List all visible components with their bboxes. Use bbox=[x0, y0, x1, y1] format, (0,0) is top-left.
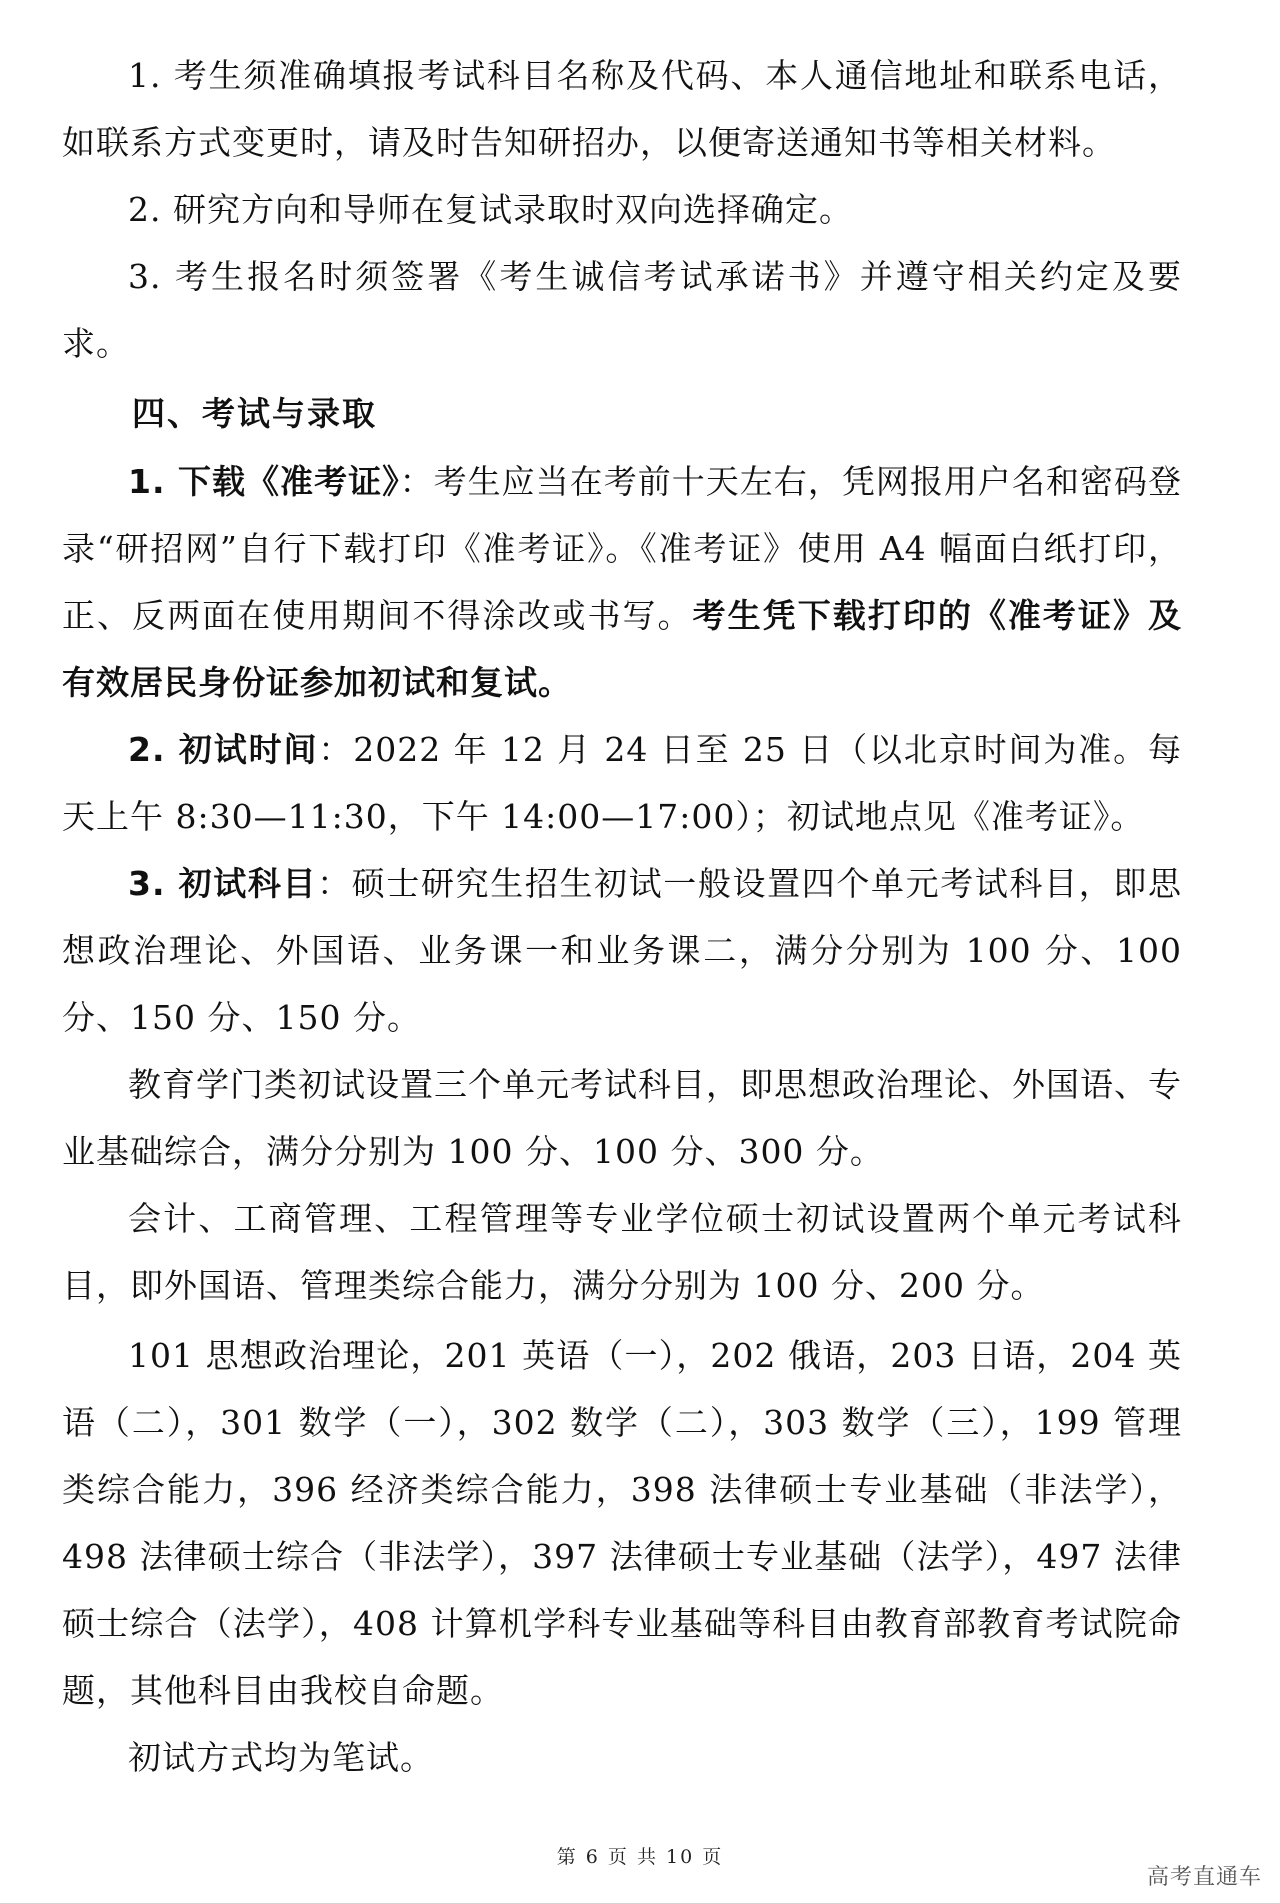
paragraph-exam-time bbox=[62, 716, 1182, 850]
item-bold-tail-admission-ticket: 考生凭下载打印的《准考证》及有效居民身份证参加初试和复试。 bbox=[62, 596, 1183, 702]
paragraph-integrity-pledge: 3. 考生报名时须签署《考生诚信考试承诺书》并遵守相关约定及要求。 bbox=[62, 257, 1182, 363]
paragraph-subject-codes: 101 思想政治理论，201 英语（一），202 俄语，203 日语，204 英语（二），301 数学（一），302 数学（二），303 数学（三），199 管理类综合能力，396 经济类综合能力，398 法律硕士专业基础（非法学），498 法律硕士综合（非法学），397 法律硕士专业基础（法学），497 法律硕士综合（法学），408 计算机学科专业基础等科目由教育部教育考试院命题，其他科目由我校自命题。 bbox=[62, 1336, 1182, 1710]
section-heading: 四、考试与录取 bbox=[132, 394, 377, 433]
document-body bbox=[62, 42, 1182, 1791]
paragraph-education-subjects: 教育学门类初试设置三个单元考试科目，即思想政治理论、外国语、专业基础综合，满分分别为 100 分、100 分、300 分。 bbox=[62, 1065, 1182, 1171]
paragraph-exam-format: 初试方式均为笔试。 bbox=[128, 1738, 434, 1777]
item-text-exam-time: ：2022 年 12 月 24 日至 25 日（以北京时间为准。每天上午 8:30—11:30，下午 14:00—17:00）；初试地点见《准考证》。 bbox=[62, 730, 1182, 836]
item-label-exam-subjects: 3. 初试科目 bbox=[128, 864, 318, 903]
paragraph-exam-subjects bbox=[62, 850, 1182, 1051]
item-text-exam-subjects: ：硕士研究生招生初试一般设置四个单元考试科目，即思想政治理论、外国语、业务课一和业务课二，满分分别为 100 分、100 分、150 分、150 分。 bbox=[62, 864, 1182, 1037]
item-label-admission-ticket: 1. 下载《准考证》 bbox=[128, 462, 400, 501]
paragraph-supervisor-selection: 2. 研究方向和导师在复试录取时双向选择确定。 bbox=[128, 190, 853, 229]
item-label-exam-time: 2. 初试时间 bbox=[128, 730, 319, 769]
paragraph-admission-ticket bbox=[62, 448, 1182, 716]
paragraph-professional-subjects: 会计、工商管理、工程管理等专业学位硕士初试设置两个单元考试科目，即外国语、管理类综合能力，满分分别为 100 分、200 分。 bbox=[62, 1199, 1182, 1305]
item-text-admission-ticket: ：考生应当在考前十天左右，凭网报用户名和密码登录“研招网”自行下载打印《准考证》。《准考证》使用 A4 幅面白纸打印，正、反两面在使用期间不得涂改或书写。 bbox=[62, 462, 1182, 635]
watermark: 高考直通车 bbox=[1146, 1865, 1262, 1890]
page-footer: 第 6 页 共 10 页 bbox=[556, 1846, 724, 1868]
paragraph-contact-info: 1. 考生须准确填报考试科目名称及代码、本人通信地址和联系电话，如联系方式变更时，请及时告知研招办，以便寄送通知书等相关材料。 bbox=[62, 56, 1182, 162]
